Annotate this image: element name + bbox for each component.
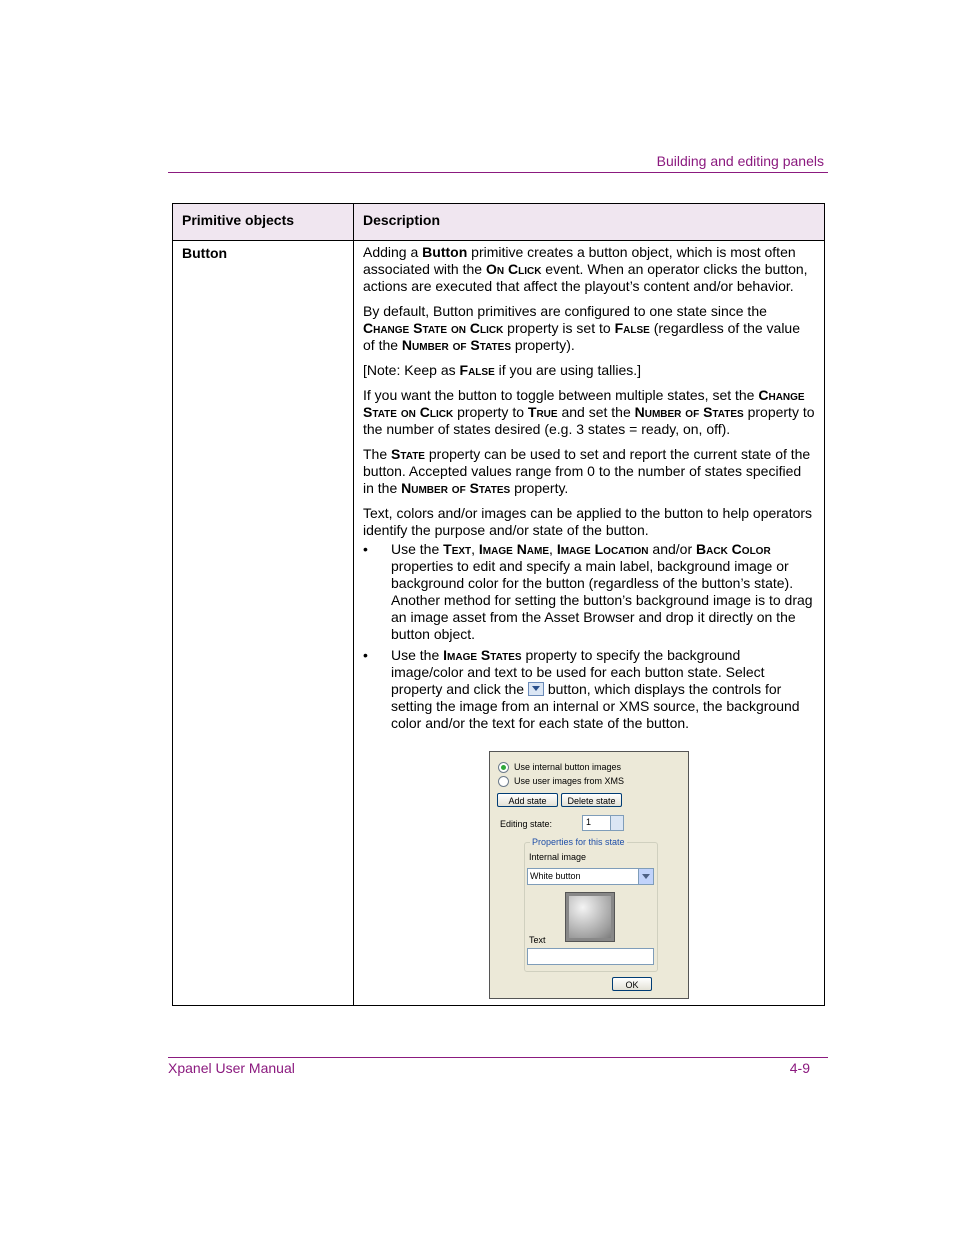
- bullet-image-states: • Use the Image States property to specify the background image/color and text to be used for each button state. Select property and click the button, which displays the controls for setting the image from an internal or XMS source, the background color and/or the text for each state of the button.: [363, 647, 800, 731]
- footer-page-number: 4-9: [789, 1060, 810, 1076]
- internal-image-label: Internal image: [529, 852, 587, 862]
- running-header: Building and editing panels: [656, 153, 824, 169]
- bullet-text-image-props: • Use the Text, Image Name, Image Location and/or Back Color properties to edit and specify a main label, background image or background color for the button (regardless of the button’s state). Another method for setting the button’s background image is to drag an image asset from the Asset Browser and drop it directly on the button object.: [363, 541, 813, 642]
- radio-user-images-xms[interactable]: [498, 776, 509, 787]
- dropdown-arrow-icon: [528, 682, 544, 696]
- header-description: Description: [363, 212, 441, 228]
- editing-state-label: Editing state:: [500, 819, 553, 829]
- para-state-property: The State property can be used to set and report the current state of the button. Accepted values range from 0 to the number of states specified in the Number of States property.: [363, 446, 811, 496]
- bullet-list: [363, 541, 815, 732]
- properties-group-title: Properties for this state: [532, 837, 625, 847]
- header-primitive-objects: Primitive objects: [182, 212, 295, 228]
- delete-state-button[interactable]: Delete state: [561, 793, 622, 807]
- spinner-arrows-icon[interactable]: [610, 816, 623, 830]
- para-adding-button: Adding a Button primitive creates a button object, which is most often associated with the On Click event. When an operator clicks the button, actions are executed that affect the playout’s content and/or behavior.: [363, 244, 808, 294]
- para-toggle-states: If you want the button to toggle between multiple states, set the Change State on Click property to True and set the Number of States property to the number of states desired (e.g. 3 states = ready, on, off).: [363, 387, 815, 437]
- bullet-marker: •: [363, 541, 368, 557]
- chevron-down-icon[interactable]: [638, 869, 653, 884]
- editing-state-spinner[interactable]: [582, 815, 624, 831]
- button-description: [363, 244, 815, 736]
- header-rule: [168, 172, 828, 173]
- image-states-dialog: [489, 751, 689, 999]
- radio-user-images-xms-label: Use user images from XMS: [514, 776, 625, 786]
- state-text-input[interactable]: [527, 948, 654, 965]
- footer-rule: [168, 1057, 828, 1058]
- radio-internal-images[interactable]: [498, 762, 509, 773]
- text-label: Text: [529, 935, 546, 945]
- internal-image-value: White button: [530, 871, 581, 881]
- radio-internal-images-label: Use internal button images: [514, 762, 622, 772]
- ok-button[interactable]: OK: [612, 977, 652, 991]
- para-default-state: By default, Button primitives are configured to one state since the Change State on Click property is set to False (regardless of the value of the Number of States property).: [363, 303, 801, 353]
- para-text-colors-images: Text, colors and/or images can be applied to the button to help operators identify the purpose and/or state of the button.: [363, 505, 813, 538]
- internal-image-select[interactable]: [527, 868, 654, 885]
- footer-manual-title: Xpanel User Manual: [168, 1060, 295, 1076]
- editing-state-value: 1: [586, 817, 592, 827]
- para-note-tallies: [Note: Keep as False if you are using tallies.]: [363, 362, 642, 378]
- button-preview-image: [565, 892, 615, 942]
- column-divider: [353, 204, 354, 1005]
- add-state-button[interactable]: Add state: [497, 793, 558, 807]
- bullet-marker: •: [363, 647, 368, 663]
- row-name-button: Button: [182, 245, 228, 261]
